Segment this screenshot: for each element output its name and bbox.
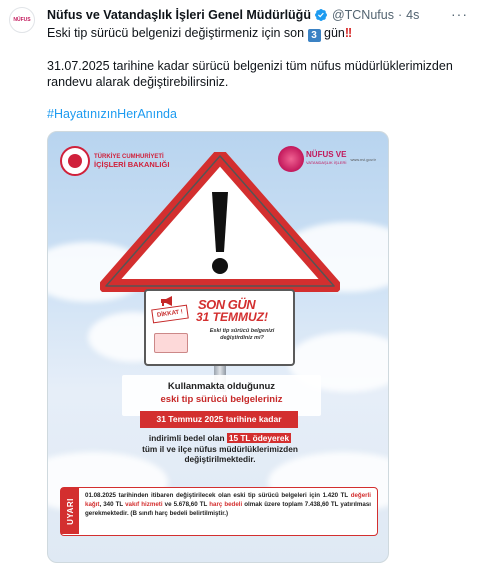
discount-line3: değiştirilmektedir. [184,454,256,464]
warning-r2: vakıf hizmeti [125,500,163,508]
hashtag-link[interactable]: #HayatınızınHerAnında [47,107,177,121]
temmuz-title: 31 TEMMUZ! [196,310,268,324]
tweet-line1 [47,25,466,42]
megaphone-icon [159,295,175,307]
tweet-media-image[interactable] [47,131,389,563]
line1-text: Eski tip sürücü belgenizi değiştirmeniz için son [47,26,305,40]
panel-subtitle: Eski tip sürücü belgenizi değiştirdiniz mi? [209,328,275,341]
number-badge: 3 [308,29,321,42]
info-line2: eski tip sürücü belgeleriniz [160,394,283,405]
warning-triangle-icon [100,152,340,292]
discount-before: indirimli bedel olan [148,433,225,443]
avatar-label: NÜFUS [13,16,31,23]
discount-highlight: 15 TL ödeyerek [228,433,290,443]
deadline-bar: 31 Temmuz 2025 tarihine kadar [140,411,298,428]
ministry-line2: İÇİŞLERİ BAKANLIĞI [94,160,170,169]
tweet-header [47,6,468,24]
account-name[interactable]: Nüfus ve Vatandaşlık İşleri Genel Müdürlüğü [47,8,311,22]
warning-p4: olmak üzere toplam 7.438,60 TL yatırılması gerekmektedir. (B sınıfı harç bedeli belirtilmiştir.) [85,500,371,517]
warning-label [61,488,79,534]
info-line1: Kullanmakta olduğunuz [167,381,276,392]
warning-r1: değerli kağıt [85,492,371,508]
tweet-text [47,25,466,122]
warning-p3: ve 5.678,60 TL [164,500,208,508]
tweet-time[interactable]: 4s [406,8,420,22]
nvi-logo-main: NÜFUS VE [306,150,347,159]
warning-label-text: UYARI [65,497,75,525]
warning-p1: 01.08.2025 tarihinden itibaren değiştirilecek olan eski tip sürücü belgeleri için 1.420 TL [85,492,349,499]
account-handle[interactable]: @TCNufus [331,8,394,22]
license-card-image [154,333,188,353]
tweet-paragraph2: 31.07.2025 tarihine kadar sürücü belgenizi tüm nüfus müdürlüklerimizden randevu alarak değiştirebilirsiniz. [47,59,453,89]
verified-badge-icon [314,8,328,22]
info-box [122,375,321,416]
more-icon[interactable]: ··· [451,6,468,22]
nvi-logo-sub: VATANDAŞLIK İŞLERİ [306,160,347,165]
warning-p2: , 340 TL [99,500,124,508]
line1-after: gün [324,26,345,40]
discount-line2: tüm il ve ilçe nüfus müdürlüklerimizden [142,443,298,454]
discount-text [108,433,332,465]
avatar[interactable] [9,7,35,33]
son-gun-title: SON GÜN [198,297,256,312]
nvi-website: www.nvi.gov.tr [350,156,376,162]
warning-box [60,487,378,536]
warning-text [85,492,371,518]
emblem-icon [60,146,90,176]
double-exclamation-icon: !! [344,26,352,40]
warning-r3: harç bedeli [209,500,243,508]
header-separator: · [397,8,403,22]
dikkat-label: DİKKAT ! [151,305,189,324]
ministry-line1: TÜRKİYE CUMHURİYETİ [94,154,164,160]
son-gun-panel [144,289,295,366]
